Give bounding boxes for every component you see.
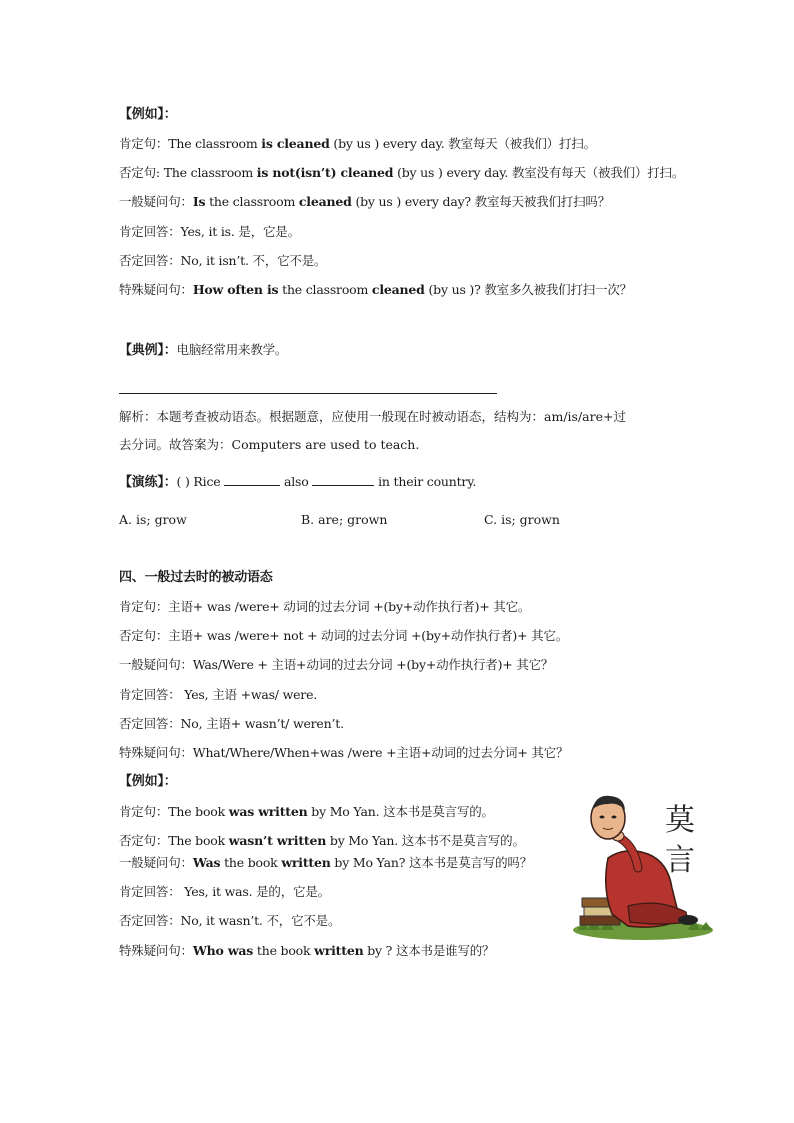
option-c[interactable]: C. is; grown	[484, 512, 560, 527]
special-question: 特殊疑问句：How often is the classroom cleaned (by us )? 教室多久被我们打扫一次？	[119, 282, 632, 297]
option-a[interactable]: A. is; grow	[119, 512, 187, 527]
label: 特殊疑问句：	[119, 282, 193, 297]
blank-1[interactable]	[224, 473, 280, 486]
label: 否定句:	[119, 165, 164, 180]
special-question-2: 特殊疑问句：Who was the book written by ? 这本书是谁写的？	[119, 943, 495, 958]
analysis-line-1: 解析：本题考查被动语态。根据题意，应使用一般现在时被动语态，结构为：am/is/are+过	[119, 409, 626, 424]
mo-yan-cartoon-illustration	[568, 788, 718, 943]
example-heading: 【例如】：	[119, 107, 177, 122]
no-answer: 否定回答：No, it isn’t. 不，它不是。	[119, 253, 327, 268]
affirmative-sentence-2: 肯定句：The book was written by Mo Yan. 这本书是莫言写的。	[119, 804, 494, 819]
structure-no-answer: 否定回答：No, 主语+ wasn’t/ weren’t.	[119, 716, 344, 731]
general-question: 一般疑问句：Is the classroom cleaned (by us ) every day? 教室每天被我们打扫吗？	[119, 194, 611, 209]
example-heading-2: 【例如】：	[119, 774, 177, 789]
structure-negative: 否定句：主语+ was /were+ not + 动词的过去分词 +(by+动作执行者)+ 其它。	[119, 628, 569, 643]
typical-example: 【典例】：电脑经常用来教学。	[119, 342, 288, 358]
general-question-2: 一般疑问句：Was the book written by Mo Yan? 这本书是莫言写的吗？	[119, 855, 533, 870]
negative-sentence-2: 否定句：The book wasn’t written by Mo Yan. 这本书不是莫言写的。	[119, 833, 525, 848]
option-b[interactable]: B. are; grown	[301, 512, 388, 527]
eye	[612, 816, 617, 819]
book	[580, 916, 620, 925]
blank-2[interactable]	[312, 473, 374, 486]
negative-sentence: 否定句: The classroom is not(isn’t) cleaned (by us ) every day. 教室没有每天（被我们）打扫。	[119, 165, 685, 180]
caption-char: 言	[665, 843, 695, 878]
exercise-question: 【演练】：( ) Rice also in their country.	[119, 474, 477, 490]
no-answer-2: 否定回答：No, it wasn’t. 不，它不是。	[119, 913, 341, 928]
caption-char: 莫	[665, 803, 695, 838]
structure-general-question: 一般疑问句：Was/Were + 主语+动词的过去分词 +(by+动作执行者)+ 其它？	[119, 657, 554, 672]
label: 一般疑问句：	[119, 194, 193, 209]
yes-answer: 肯定回答：Yes, it is. 是，它是。	[119, 224, 300, 239]
yes-answer-2: 肯定回答： Yes, it was. 是的，它是。	[119, 884, 330, 899]
affirmative-sentence: 肯定句：The classroom is cleaned (by us ) every day. 教室每天（被我们）打扫。	[119, 136, 596, 151]
section-title: 四、一般过去时的被动语态	[119, 570, 273, 585]
shoe	[678, 915, 698, 925]
structure-affirmative: 肯定句：主语+ was /were+ 动词的过去分词 +(by+动作执行者)+ 其它。	[119, 599, 531, 614]
analysis-line-2: 去分词。故答案为：Computers are used to teach.	[119, 437, 420, 452]
structure-special-question: 特殊疑问句：What/Where/When+was /were +主语+动词的过去分词+ 其它？	[119, 745, 569, 760]
answer-line	[119, 393, 497, 394]
label: 肯定句：	[119, 136, 169, 151]
eye	[600, 816, 605, 819]
structure-yes-answer: 肯定回答： Yes, 主语 +was/ were.	[119, 687, 318, 702]
